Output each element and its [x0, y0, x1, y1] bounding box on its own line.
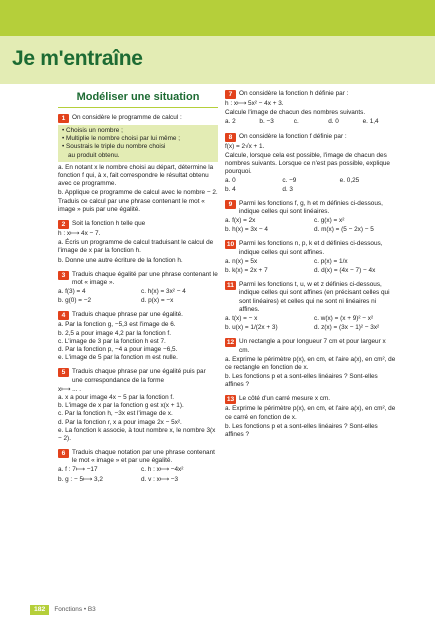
- items-grid: [58, 288, 218, 305]
- question: Calcule, lorsque cela est possible, l'image de chacun des nombres suivants. Lorsque ce n'est pas possible, explique pourquoi.: [225, 151, 390, 176]
- list-item: c. h(x) = 3x² − 4: [141, 288, 186, 296]
- list-item: d. p(x) = −x: [141, 297, 174, 305]
- list-item: e. La fonction k associe, à tout nombre x, le nombre 3(x − 2).: [58, 426, 216, 442]
- exercise-statement: Soit la fonction h telle que: [72, 219, 146, 227]
- exercise-number: 1: [58, 114, 69, 123]
- exercise-number: 2: [58, 220, 69, 229]
- list-item: a. x a pour image 4x − 5 par la fonction f.: [58, 393, 174, 401]
- program-box: [58, 125, 218, 162]
- list-item: d. v : x⟼ −3: [141, 475, 179, 483]
- list-item: a. n(x) = 5x: [225, 257, 258, 265]
- list-item: c. L'image de 3 par la fonction h est 7.: [58, 337, 166, 345]
- exercise-number: 4: [58, 311, 69, 320]
- exercise-statement: On considère la fonction h définie par :: [239, 90, 349, 97]
- exercise-statement: Un rectangle a pour longueur 7 cm et pour largeur x cm.: [239, 338, 386, 354]
- exercise-statement: Traduis chaque égalité par une phrase contenant le mot « image ».: [72, 270, 218, 286]
- question-b: b. Applique ce programme de calcul avec le nombre − 2. Traduis ce calcul par une phrase contenant le mot « image » puis par une égalité.: [58, 189, 218, 213]
- section-title: Modéliser une situation: [58, 90, 218, 108]
- list-item: c.: [293, 118, 299, 126]
- list-item: b. 2,5 a pour image 4,2 par la fonction f.: [58, 329, 171, 337]
- question-b: b. Donne une autre écriture de la fonction h.: [58, 256, 183, 264]
- question-a: a. Écris un programme de calcul traduisant le calcul de l'image de x par la fonction h.: [58, 239, 214, 255]
- program-step: • Soustrais le triple du nombre choisi: [62, 143, 166, 151]
- list-item: a. t(x) = − x: [225, 314, 258, 322]
- list-item: b. L'image de x par la fonction g est x(x + 1).: [58, 402, 184, 410]
- function-formula: x⟼ ... .: [58, 385, 82, 393]
- list-item: b. k(x) = 2x + 7: [225, 267, 268, 274]
- exercise-statement: Traduis chaque phrase par une égalité puis par une correspondance de la forme: [72, 368, 206, 384]
- list-item: a. f : 7⟼ −17: [58, 466, 98, 474]
- items-grid: [58, 466, 218, 483]
- list-item: a. Par la fonction g, −5,3 est l'image de 6.: [58, 321, 176, 329]
- exercise-1: [58, 114, 218, 214]
- exercise-statement: On considère le programme de calcul :: [72, 114, 182, 122]
- exercise-statement: Le côté d'un carré mesure x cm.: [239, 395, 331, 403]
- exercise-9: [225, 200, 397, 235]
- list-item: c. p(x) = 1/x: [314, 257, 348, 265]
- items-grid: [225, 177, 397, 193]
- exercise-6: [58, 449, 218, 484]
- list-item: c. Par la fonction h, −3x est l'image de x.: [58, 410, 173, 418]
- list-item: c. −9: [282, 177, 297, 185]
- list-item: a. 2: [225, 118, 236, 126]
- question-b: b. Les fonctions p et a sont-elles linéaires ? Sont-elles affines ?: [225, 422, 378, 438]
- function-formula: h : x⟼ 4x − 7.: [58, 229, 101, 237]
- list-item: b. h(x) = 3x − 4: [225, 226, 268, 234]
- exercise-statement: Traduis chaque notation par une phrase contenant le mot « image » et par une égalité.: [72, 449, 215, 465]
- list-item: c. w(x) = (x + 9)² − x²: [314, 314, 374, 322]
- exercise-13: [225, 395, 397, 439]
- exercise-12: [225, 338, 397, 389]
- exercise-number: 11: [225, 281, 236, 290]
- program-step: au produit obtenu.: [68, 151, 120, 159]
- question-b: b. Les fonctions p et a sont-elles linéaires ? Sont-elles affines ?: [225, 373, 378, 389]
- left-column: [58, 90, 218, 490]
- list-item: c. h : x⟼ −4x²: [141, 466, 184, 474]
- list-item: d. 0: [328, 118, 339, 126]
- title-band: [0, 36, 435, 84]
- question: Calcule l'image de chacun des nombres suivants.: [225, 109, 366, 117]
- exercise-statement: On considère la fonction f définie par :: [239, 132, 347, 140]
- list-item: d. d(x) = (4x − 7) − 4x: [314, 267, 376, 274]
- page-title: Je m'entraîne: [12, 47, 143, 70]
- program-step: • Choisis un nombre ;: [62, 127, 123, 135]
- list-item: d. Par la fonction r, x a pour image 2x − 5x².: [58, 418, 182, 426]
- exercise-statement: Parmi les fonctions t, u, w et z définies ci-dessous, indique celles qui sont affines (en précisant celles qui sont linéaires) et celles qui ne sont ni linéaires ni affines.: [239, 281, 390, 313]
- list-item: b. g : − 5⟼ 3,2: [58, 475, 103, 483]
- list-item: a. 0: [225, 177, 236, 185]
- exercise-11: [225, 281, 397, 332]
- list-item: e. 0,25: [339, 177, 360, 185]
- function-formula: f(x) = 2√x + 1.: [225, 142, 265, 150]
- exercise-number: 8: [225, 133, 236, 142]
- exercise-8: [225, 133, 397, 194]
- exercise-statement: Parmi les fonctions n, p, k et d définies ci-dessous, indique celles qui sont affines.: [239, 240, 383, 256]
- items-grid: [225, 258, 397, 275]
- items-grid: [225, 217, 397, 234]
- list-item: d. Par la fonction p, −4 a pour image −6,5.: [58, 346, 178, 354]
- exercise-2: [58, 220, 218, 265]
- list-item: e. 1,4: [362, 118, 379, 126]
- list-item: e. L'image de 5 par la fonction m est nulle.: [58, 354, 178, 362]
- exercise-statement: Parmi les fonctions f, g, h et m définies ci-dessous, indique celles qui sont linéaires.: [239, 199, 383, 215]
- exercise-7: [225, 90, 397, 127]
- list-item: d. 3: [282, 185, 293, 193]
- chapter-label: Fonctions • B3: [54, 605, 96, 613]
- exercise-number: 12: [226, 339, 235, 347]
- exercise-number: 10: [226, 241, 235, 249]
- list-item: d. z(x) = (3x − 1)² − 3x²: [314, 324, 380, 332]
- exercise-number: 9: [225, 200, 236, 209]
- page-number: 182: [30, 605, 49, 616]
- exercise-statement: Traduis chaque phrase par une égalité.: [72, 311, 183, 319]
- list-item: b. 4: [225, 185, 236, 193]
- program-step: • Multiplie le nombre choisi par lui même ;: [62, 135, 181, 143]
- items-grid: [225, 118, 397, 126]
- exercise-number: 3: [58, 271, 69, 280]
- right-column: [225, 90, 397, 445]
- exercise-number: 7: [225, 90, 236, 99]
- list-item: b. g(0) = −2: [58, 297, 92, 305]
- exercise-number: 13: [226, 396, 235, 404]
- list-item: a. f(x) = 2x: [225, 217, 256, 225]
- question-a: a. Exprime le périmètre p(x), en cm, et l'aire a(x), en cm², de ce carré en fonction de x.: [225, 405, 396, 421]
- list-item: c. g(x) = x²: [314, 217, 345, 225]
- page-footer: [30, 604, 96, 616]
- function-formula: h : x⟼ 5x² − 4x + 3.: [225, 100, 284, 107]
- exercise-number: 5: [58, 368, 69, 377]
- exercise-3: [58, 271, 218, 306]
- exercise-5: [58, 368, 218, 443]
- question-a: a. Exprime le périmètre p(x), en cm, et l'aire a(x), en cm², de ce rectangle en fonction de x.: [225, 355, 396, 371]
- list-item: a. f(3) = 4: [58, 288, 86, 296]
- question-a: a. En notant x le nombre choisi au départ, détermine la fonction f qui, à x, fait correspondre le résultat obtenu avec ce programme.: [58, 163, 214, 188]
- exercise-10: [225, 240, 397, 275]
- exercise-number: 6: [58, 449, 69, 458]
- items-grid: [225, 315, 397, 332]
- list-item: b. −3: [259, 118, 274, 126]
- list-item: b. u(x) = 1/(2x + 3): [225, 324, 278, 332]
- exercise-4: [58, 311, 218, 362]
- top-color-band: [0, 0, 435, 36]
- list-item: d. m(x) = (5 − 2x) − 5: [314, 226, 374, 234]
